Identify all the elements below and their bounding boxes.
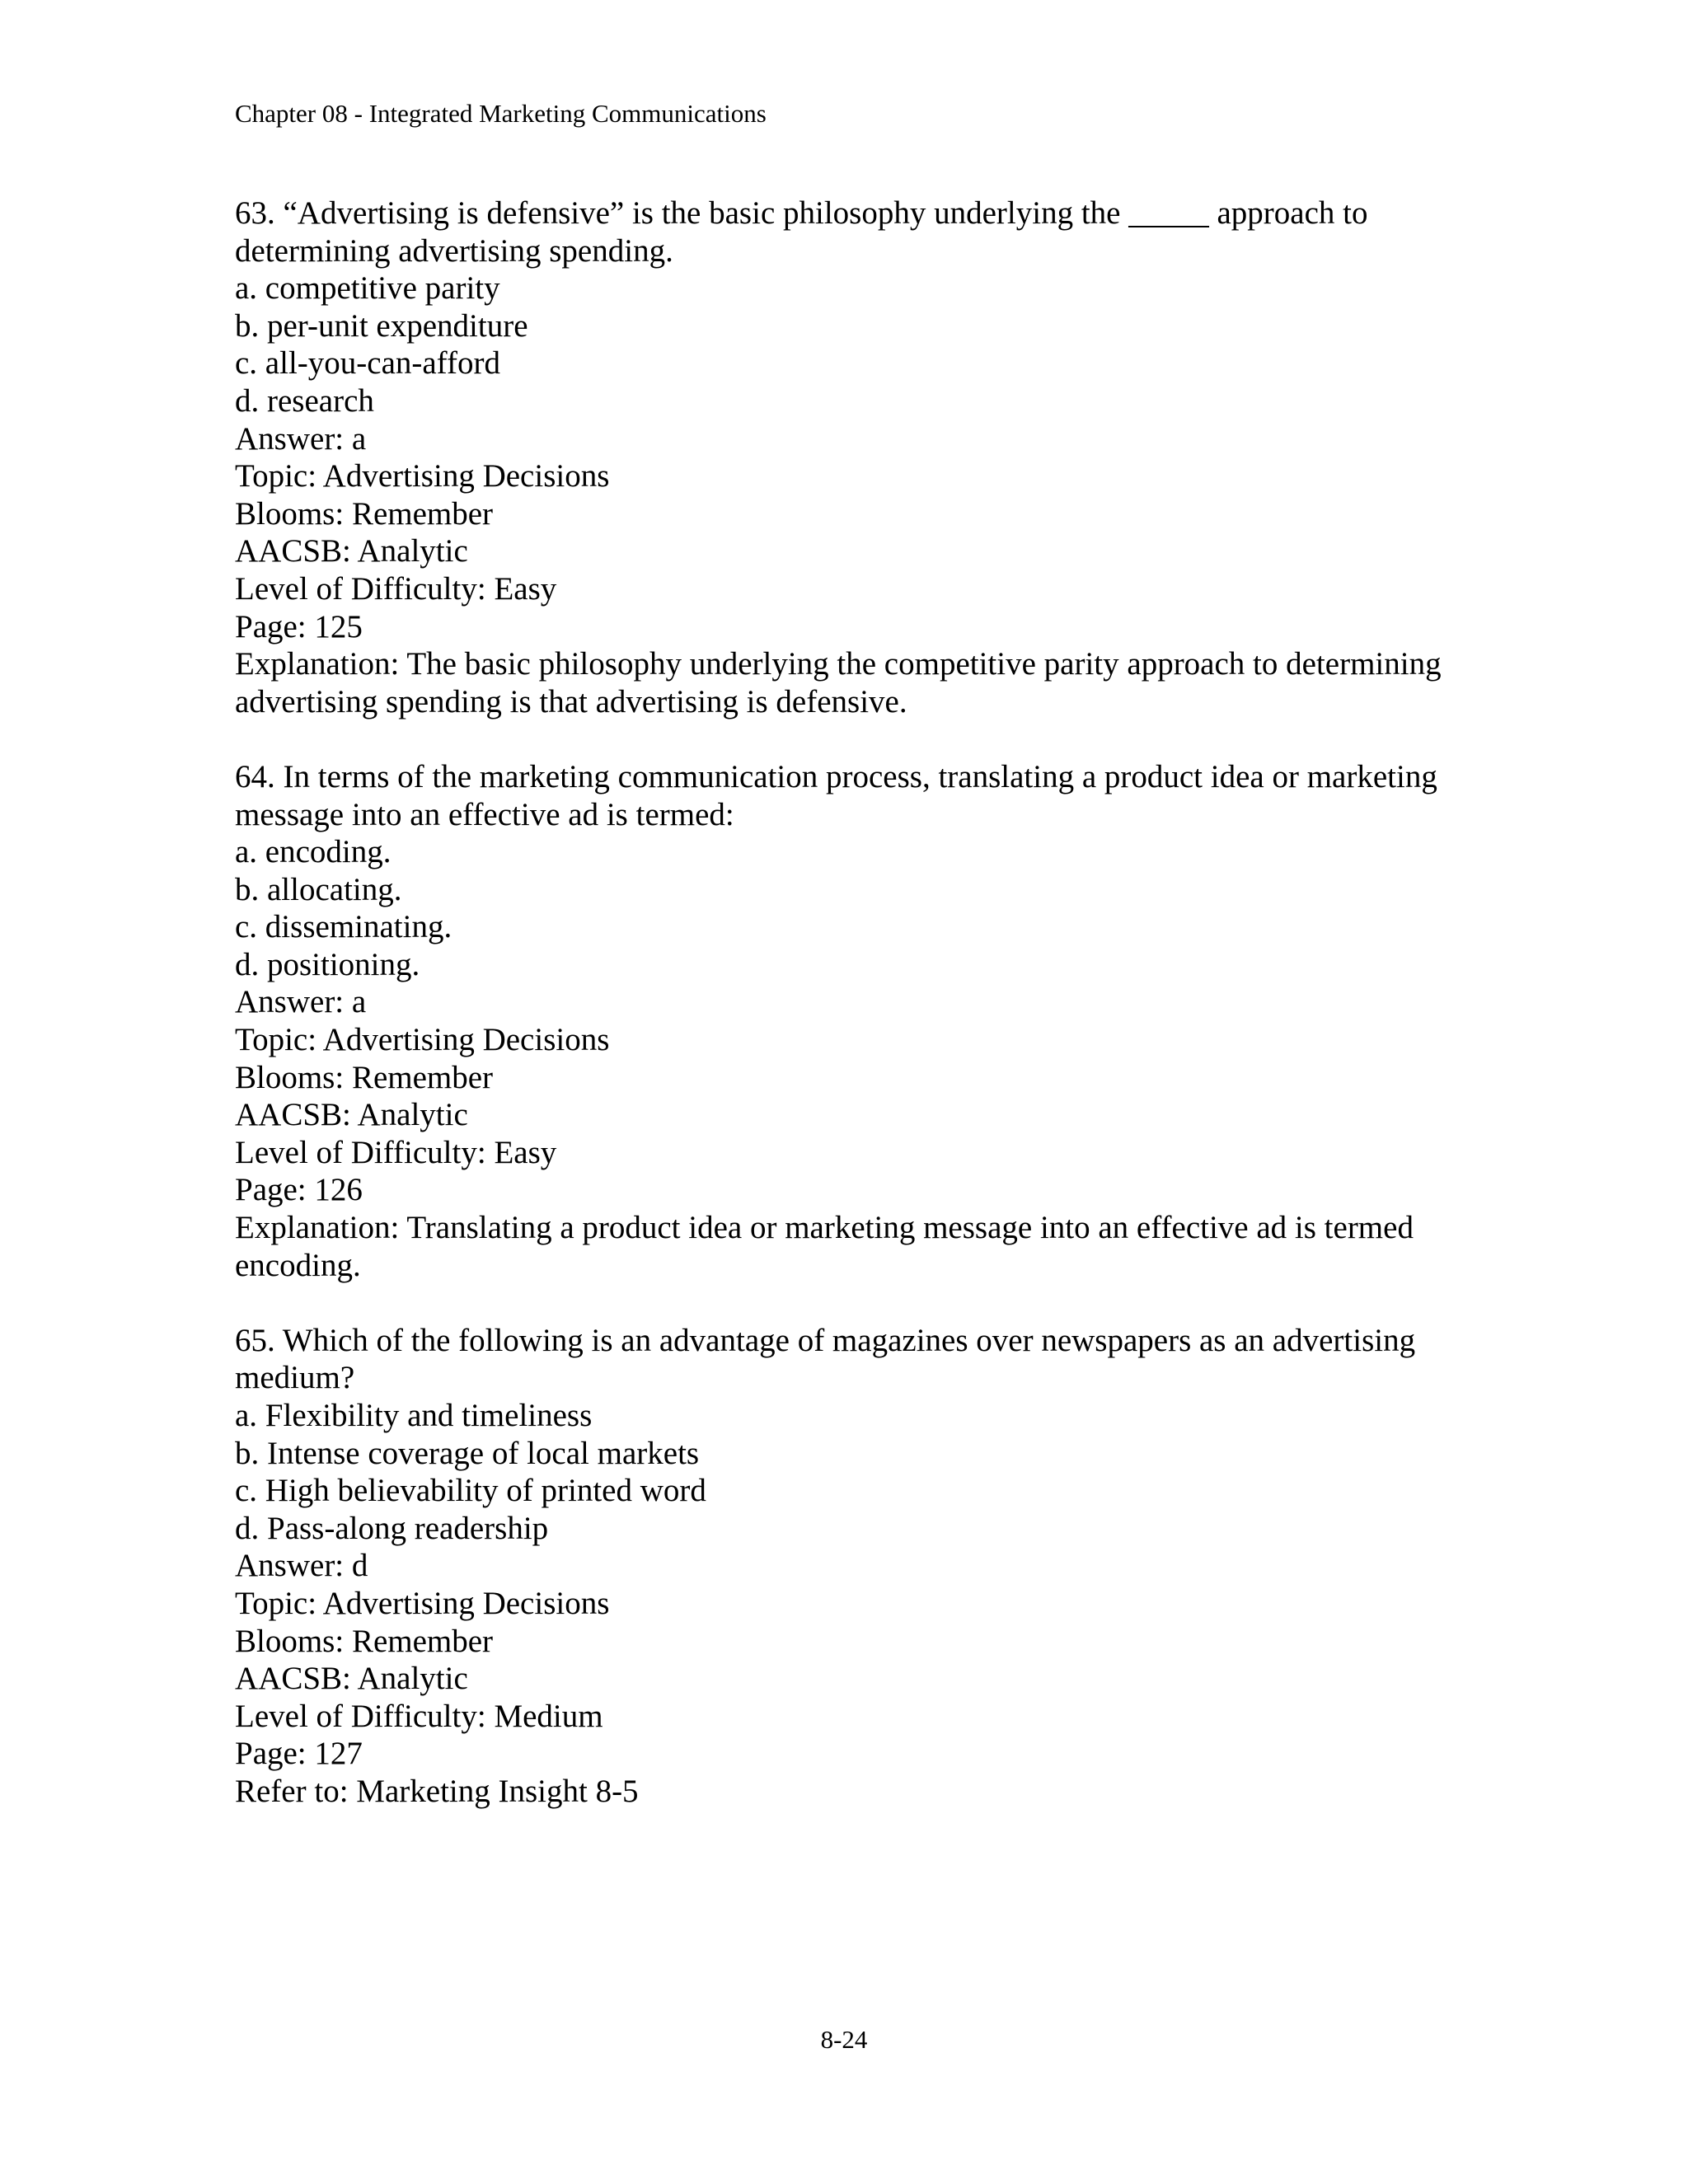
- explanation-line: advertising spending is that advertising is defensive.: [235, 683, 907, 719]
- question-63: [235, 194, 1504, 720]
- blooms-label: Blooms: Remember: [235, 495, 494, 532]
- answer-option-b: b. allocating.: [235, 871, 402, 907]
- answer-option-c: c. all-you-can-afford: [235, 345, 500, 382]
- correct-answer: Answer: a: [235, 984, 367, 1020]
- aacsb-label: AACSB: Analytic: [235, 1661, 468, 1697]
- explanation-line: encoding.: [235, 1247, 361, 1283]
- answer-option-b: b. Intense coverage of local markets: [235, 1435, 700, 1471]
- answer-option-a: a. competitive parity: [235, 270, 500, 307]
- topic-label: Topic: Advertising Decisions: [235, 458, 610, 494]
- question-stem-line: determining advertising spending.: [235, 232, 673, 269]
- question-list: [235, 194, 1504, 1811]
- answer-option-c: c. disseminating.: [235, 909, 452, 945]
- aacsb-label: AACSB: Analytic: [235, 1097, 468, 1133]
- blooms-label: Blooms: Remember: [235, 1059, 494, 1095]
- answer-option-c: c. High believability of printed word: [235, 1473, 706, 1509]
- reference-note: Refer to: Marketing Insight 8-5: [235, 1773, 639, 1809]
- page-number: 8-24: [820, 2025, 868, 2054]
- page-reference: Page: 126: [235, 1172, 363, 1208]
- question-stem-line: 63. “Advertising is defensive” is the basic philosophy underlying the _____ approach to: [235, 195, 1368, 231]
- answer-option-b: b. per-unit expenditure: [235, 307, 528, 344]
- difficulty-label: Level of Difficulty: Easy: [235, 570, 557, 607]
- explanation-line: Explanation: The basic philosophy underlying the competitive parity approach to determining: [235, 646, 1442, 682]
- blooms-label: Blooms: Remember: [235, 1623, 494, 1659]
- chapter-header: Chapter 08 - Integrated Marketing Communications: [235, 99, 767, 128]
- question-64: [235, 758, 1504, 1284]
- topic-label: Topic: Advertising Decisions: [235, 1585, 610, 1621]
- answer-option-d: d. Pass-along readership: [235, 1510, 549, 1546]
- question-stem-line: medium?: [235, 1360, 355, 1396]
- correct-answer: Answer: d: [235, 1548, 368, 1584]
- page-reference: Page: 127: [235, 1736, 363, 1772]
- answer-option-d: d. research: [235, 382, 374, 419]
- question-65: [235, 1322, 1504, 1811]
- aacsb-label: AACSB: Analytic: [235, 533, 468, 569]
- answer-option-a: a. encoding.: [235, 834, 392, 870]
- answer-option-d: d. positioning.: [235, 946, 420, 982]
- correct-answer: Answer: a: [235, 420, 367, 457]
- topic-label: Topic: Advertising Decisions: [235, 1022, 610, 1058]
- question-stem-line: message into an effective ad is termed:: [235, 796, 734, 832]
- page-reference: Page: 125: [235, 608, 363, 644]
- explanation-line: Explanation: Translating a product idea or marketing message into an effective ad is termed: [235, 1210, 1414, 1246]
- question-stem-line: 64. In terms of the marketing communication process, translating a product idea or marketing: [235, 758, 1437, 794]
- difficulty-label: Level of Difficulty: Easy: [235, 1134, 557, 1170]
- answer-option-a: a. Flexibility and timeliness: [235, 1398, 593, 1433]
- question-stem-line: 65. Which of the following is an advantage of magazines over newspapers as an advertising: [235, 1322, 1416, 1358]
- difficulty-label: Level of Difficulty: Medium: [235, 1698, 603, 1734]
